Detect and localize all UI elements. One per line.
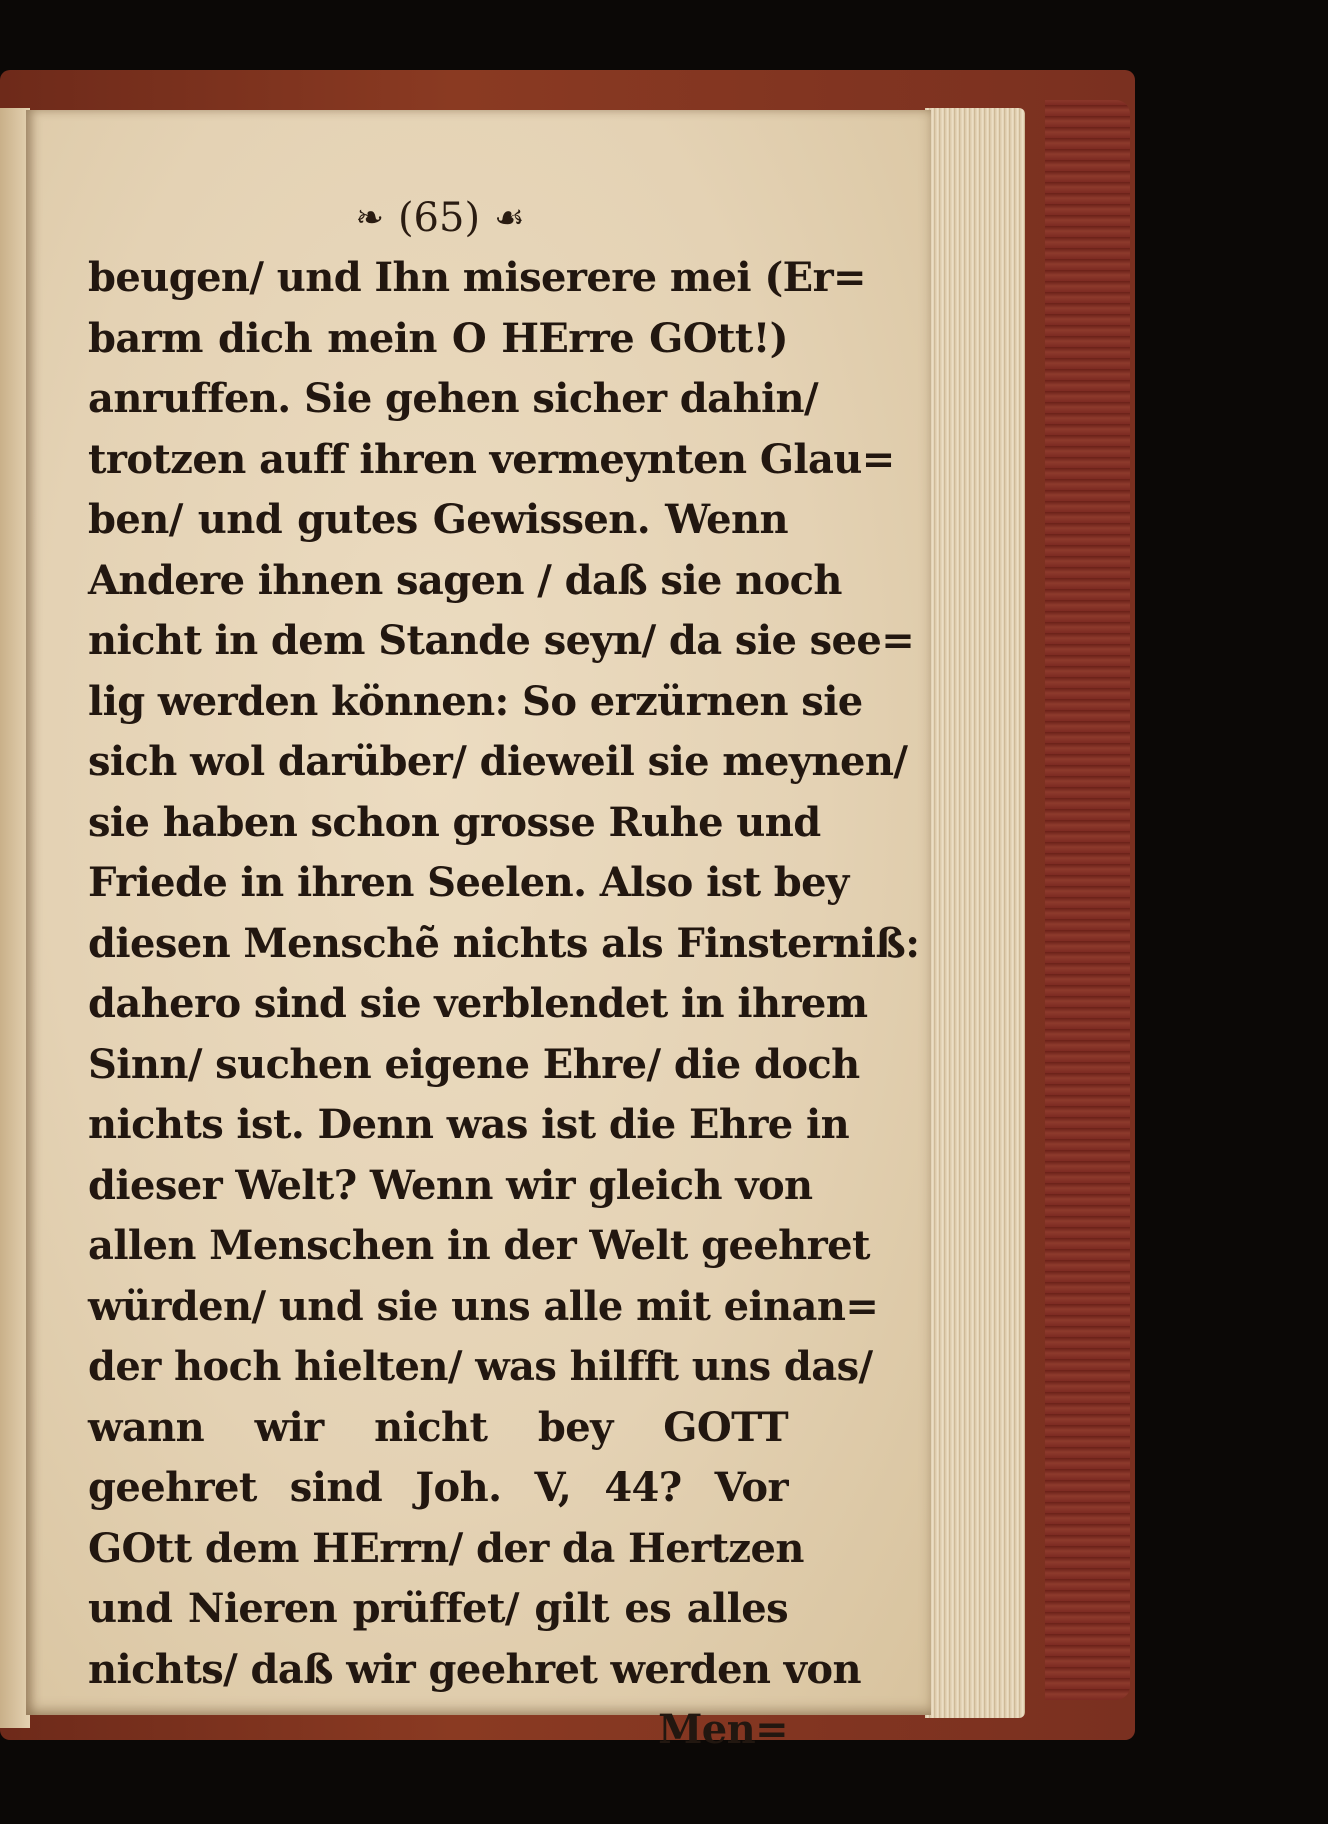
text-line: geehret sind Joh. V, 44? Vor [88,1464,788,1511]
text-line: Friede in ihren Seelen. Also ist bey [88,859,849,906]
text-line: allen Menschen in der Welt geehret [88,1222,870,1269]
ornament-right-icon: ☙ [494,198,525,238]
text-line: nicht in dem Stande seyn/ da sie see= [88,617,915,664]
page-stack-edge [925,108,1025,1718]
text-line: der hoch hielten/ was hilfft uns das/ [88,1343,873,1390]
text-line: diesen Menschẽ nichts als Finsterniß: [88,919,920,967]
text-line: Sinn/ suchen eigene Ehre/ die doch [88,1040,860,1088]
text-line: ben/ und gutes Gewissen. Wenn [88,496,788,543]
text-line: wann wir nicht bey GOTT [88,1403,788,1451]
text-line: nichts ist. Denn was ist die Ehre in [88,1101,850,1148]
text-line: GOtt dem HErrn/ der da Hertzen [88,1524,804,1572]
text-line: dieser Welt? Wenn wir gleich von [88,1161,813,1209]
text-line: anruffen. Sie gehen sicher dahin/ [88,375,819,422]
page-body-text [88,248,920,1761]
text-line: Andere ihnen sagen / daß sie noch [88,556,842,604]
text-line: dahero sind sie verblendet in ihrem [88,980,868,1027]
text-line: nichts/ daß wir geehret werden von [88,1645,861,1693]
page-header [280,188,600,248]
text-line: sie haben schon grosse Ruhe und [88,798,821,846]
ornament-left-icon: ❧ [355,198,384,238]
text-line: beugen/ und Ihn miserere mei (Er= [88,254,866,301]
text-line: trotzen auff ihren vermeynten Glau= [88,435,895,483]
text-line: sich wol darüber/ dieweil sie meynen/ [88,738,908,785]
text-line: lig werden können: So erzürnen sie [88,677,863,725]
text-line: und Nieren prüffet/ gilt es alles [88,1585,788,1632]
book-cover-edge [1045,100,1130,1700]
catchword: Men= [658,1706,788,1753]
text-line: barm dich mein O HErre GOtt!) [88,314,788,362]
page-number: (65) [397,195,481,241]
text-line: würden/ und sie uns alle mit einan= [88,1282,879,1330]
